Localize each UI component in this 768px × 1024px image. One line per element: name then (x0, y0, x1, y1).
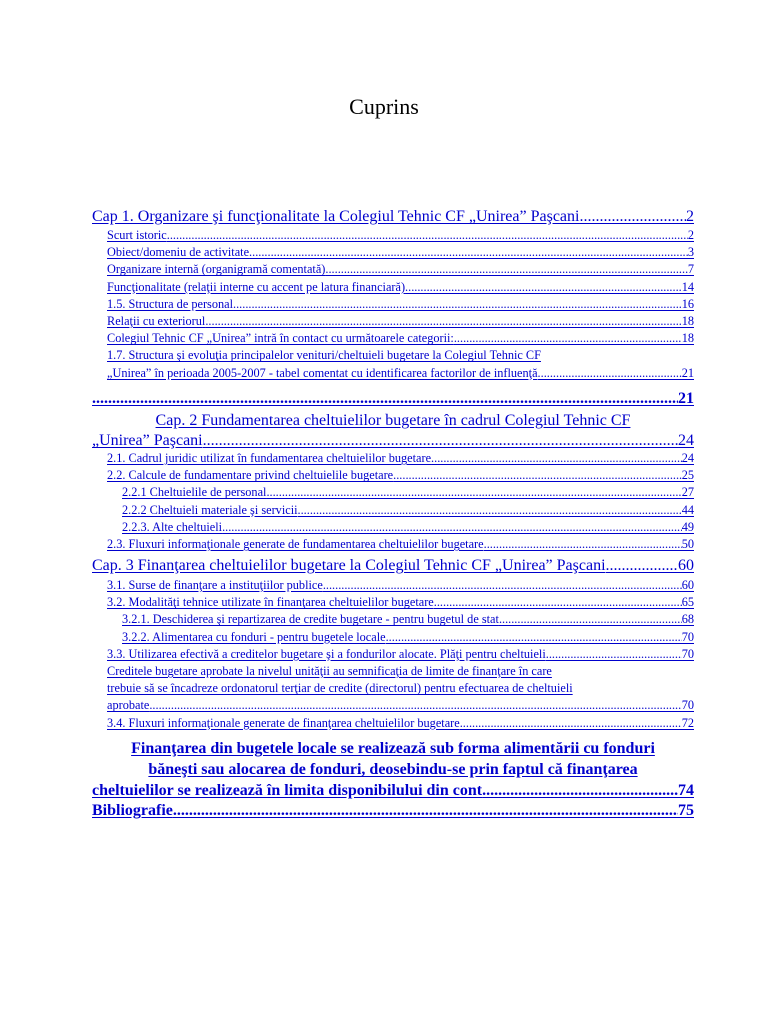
toc-item-17-line1[interactable]: 1.7. Structura şi evoluţia principalelor venituri/cheltuieli bugetare la Colegiul Tehnic CF (107, 348, 541, 363)
toc-item-organizare[interactable]: Organizare internă (organigramă comentată) ..... 7 (92, 261, 694, 278)
toc-item-2-2-1[interactable]: 2.2.1 Cheltuielile de personal ..... 27 (92, 484, 694, 501)
toc-item-17-line2[interactable]: „Unirea” în perioada 2005-2007 - tabel comentat cu identificarea factorilor de influenţă ..... 21 (92, 365, 694, 382)
toc-bibliografie[interactable]: Bibliografie ..... 75 (92, 802, 694, 820)
page-title: Cuprins (349, 94, 419, 119)
toc-item-scurt-istoric[interactable]: Scurt istoric ..... 2 (92, 227, 694, 244)
toc-chapter-1[interactable]: Cap 1. Organizare şi funcţionalitate la Colegiul Tehnic CF „Unirea” Paşcani ..... 2 (92, 208, 694, 226)
toc-item-3-4[interactable]: 3.4. Fluxuri informaţionale generate de finanţarea cheltuielilor bugetare ..... 72 (92, 715, 694, 732)
toc-chapter-2-line2[interactable]: „Unirea” Paşcani ..... 24 (92, 432, 694, 450)
toc-item-2-3[interactable]: 2.3. Fluxuri informaţionale generate de fundamentarea cheltuielilor bugetare ..... 50 (92, 536, 694, 553)
toc-chapter-3[interactable]: Cap. 3 Finanţarea cheltuielilor bugetare la Colegiul Tehnic CF „Unirea” Paşcani ..... 60 (92, 557, 694, 575)
toc-finantarea-line3[interactable]: cheltuielilor se realizează în limita disponibilului din cont ..... 74 (92, 782, 694, 800)
toc-item-credite-line2[interactable]: trebuie să se încadreze ordonatorul terţiar de credite (directorul) pentru efectuarea de cheltuieli (107, 681, 573, 696)
toc-item-2-1[interactable]: 2.1. Cadrul juridic utilizat în fundamentarea cheltuielilor bugetare ..... 24 (92, 450, 694, 467)
toc-item-categorii[interactable]: Colegiul Tehnic CF „Unirea” intră în contact cu următoarele categorii: ..... 18 (92, 330, 694, 347)
toc-chapter-2-line1[interactable]: Cap. 2 Fundamentarea cheltuielilor bugetare în cadrul Colegiul Tehnic CF (155, 412, 631, 429)
toc-finantarea-line1[interactable]: Finanţarea din bugetele locale se realizează sub forma alimentării cu fonduri (131, 740, 655, 757)
toc-item-structura-personal[interactable]: 1.5. Structura de personal ..... 16 (92, 296, 694, 313)
toc-blank-entry[interactable]: ..... 21 (92, 390, 694, 408)
toc-item-credite-line1[interactable]: Creditele bugetare aprobate la nivelul unităţii au semnificaţia de limite de finanţare în care (107, 664, 552, 679)
toc-item-2-2-2[interactable]: 2.2.2 Cheltuieli materiale şi servicii ..... 44 (92, 502, 694, 519)
toc-item-3-2-2[interactable]: 3.2.2. Alimentarea cu fonduri - pentru bugetele locale ..... 70 (92, 629, 694, 646)
toc-item-functionalitate[interactable]: Funcţionalitate (relaţii interne cu accent pe latura financiară) ..... 14 (92, 279, 694, 296)
toc-item-credite-line3[interactable]: aprobate ..... 70 (92, 697, 694, 714)
toc-item-3-1[interactable]: 3.1. Surse de finanţare a instituţiilor publice ..... 60 (92, 577, 694, 594)
toc-item-relatii[interactable]: Relaţii cu exteriorul ..... 18 (92, 313, 694, 330)
toc-item-3-2-1[interactable]: 3.2.1. Deschiderea şi repartizarea de credite bugetare - pentru bugetul de stat ..... 68 (92, 611, 694, 628)
toc-item-2-2[interactable]: 2.2. Calcule de fundamentare privind cheltuielile bugetare ..... 25 (92, 467, 694, 484)
toc-item-obiect[interactable]: Obiect/domeniu de activitate ..... 3 (92, 244, 694, 261)
toc-item-3-3[interactable]: 3.3. Utilizarea efectivă a creditelor bugetare şi a fondurilor alocate. Plăţi pentru cheltuieli ..... 70 (92, 646, 694, 663)
toc-finantarea-line2[interactable]: băneşti sau alocarea de fonduri, deosebindu-se prin faptul că finanţarea (148, 761, 638, 778)
toc-item-2-2-3[interactable]: 2.2.3. Alte cheltuieli ..... 49 (92, 519, 694, 536)
page-number: 2 (686, 208, 694, 225)
toc-item-3-2[interactable]: 3.2. Modalităţi tehnice utilizate în finanţarea cheltuielilor bugetare ..... 65 (92, 594, 694, 611)
